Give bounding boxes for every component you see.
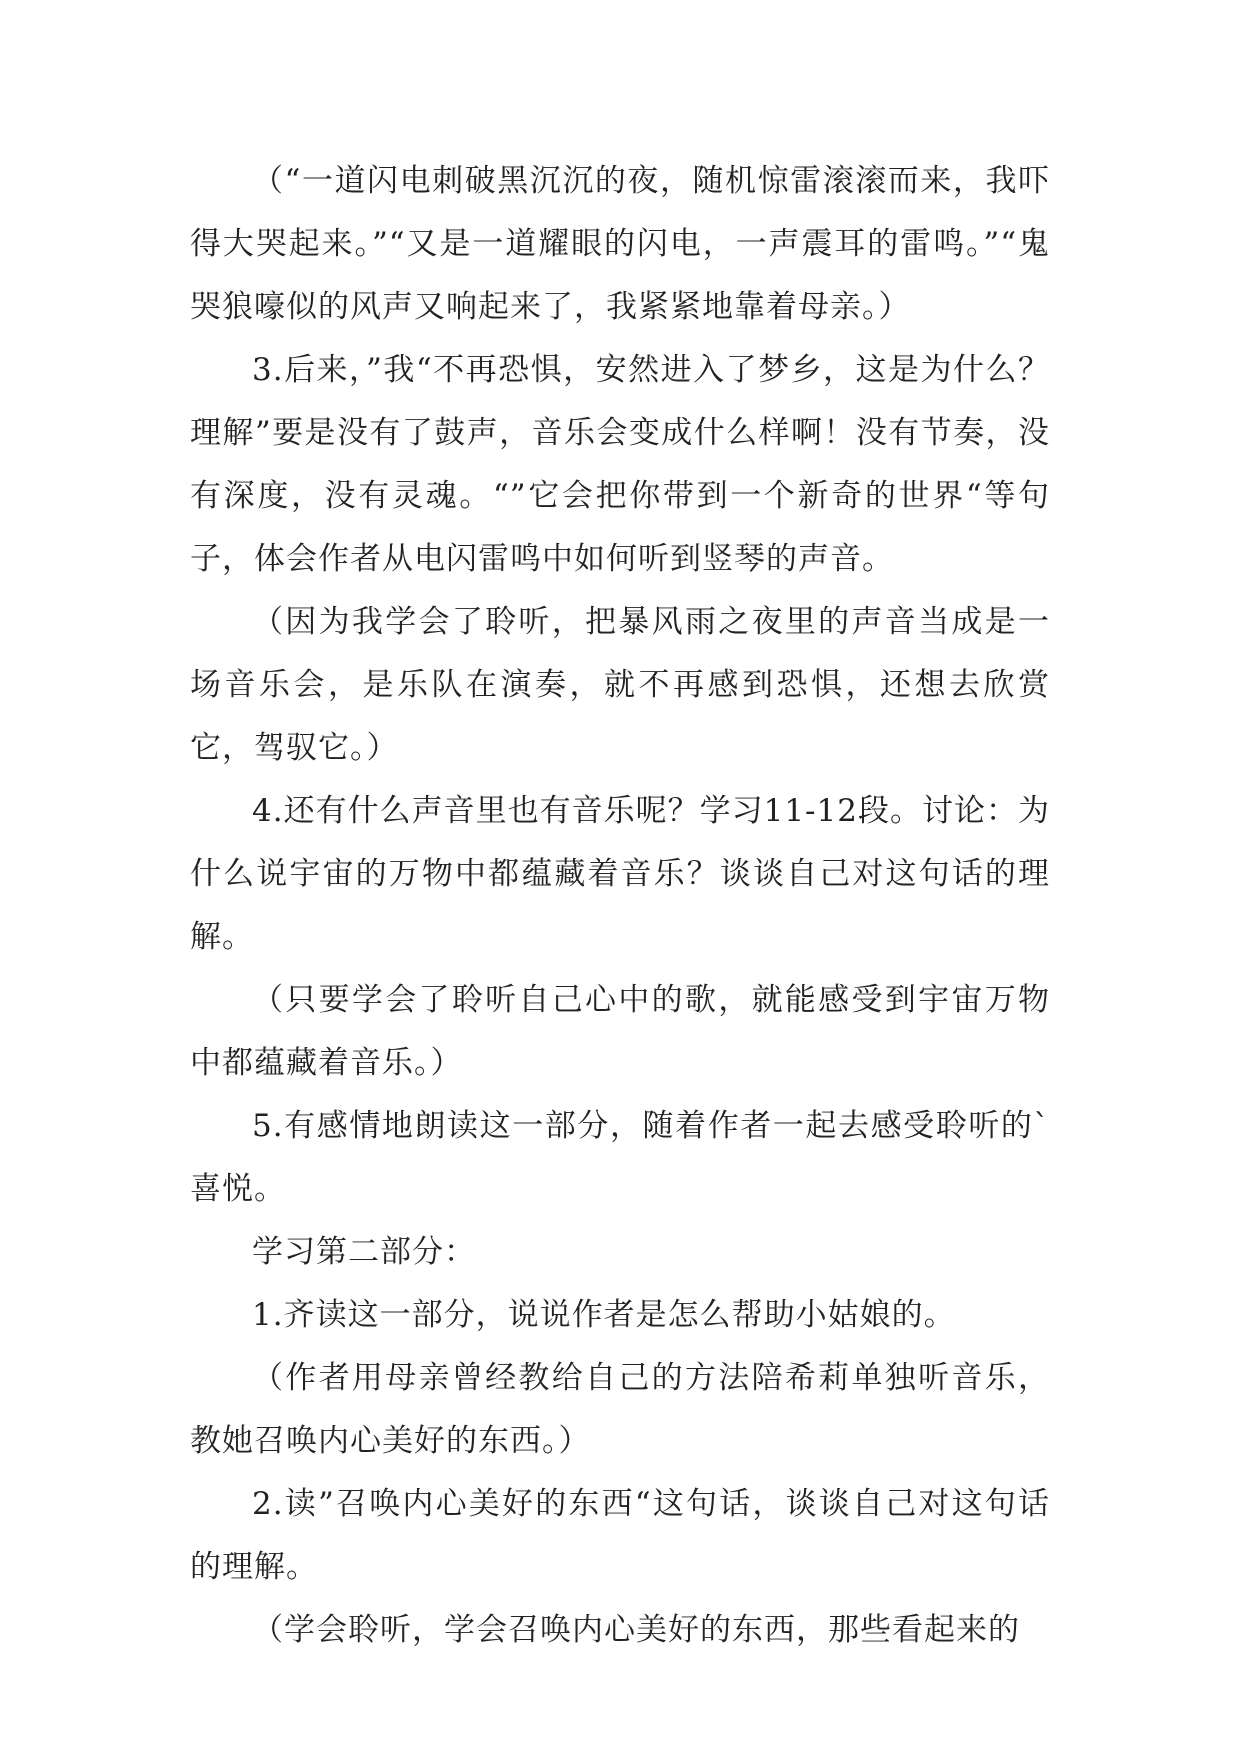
paragraph: （因为我学会了聆听，把暴风雨之夜里的声音当成是一场音乐会，是乐队在演奏，就不再感到恐惧，还想去欣赏它，驾驭它。） — [190, 604, 1050, 766]
paragraph: 4.还有什么声音里也有音乐呢？学习11-12段。讨论：为什么说宇宙的万物中都蕴藏着音乐？谈谈自己对这句话的理解。 — [190, 793, 1050, 955]
paragraph: 3.后来，”我“不再恐惧，安然进入了梦乡，这是为什么？理解”要是没有了鼓声，音乐会变成什么样啊！没有节奏，没有深度，没有灵魂。“”它会把你带到一个新奇的世界“等句子，体会作者从电闪雷鸣中如何听到竖琴的声音。 — [190, 352, 1050, 577]
paragraph: 2.读”召唤内心美好的东西“这句话，谈谈自己对这句话的理解。 — [190, 1486, 1050, 1585]
paragraph: （只要学会了聆听自己心中的歌，就能感受到宇宙万物中都蕴藏着音乐。） — [190, 982, 1050, 1081]
paragraph: （作者用母亲曾经教给自己的方法陪希莉单独听音乐，教她召唤内心美好的东西。） — [190, 1360, 1050, 1459]
paragraph: （学会聆听，学会召唤内心美好的东西，那些看起来的 — [252, 1612, 1020, 1648]
document-body — [190, 150, 1050, 1662]
section-heading: 学习第二部分： — [252, 1234, 476, 1270]
paragraph: 1.齐读这一部分，说说作者是怎么帮助小姑娘的。 — [252, 1297, 956, 1333]
paragraph: （“一道闪电刺破黑沉沉的夜，随机惊雷滚滚而来，我吓得大哭起来。”“又是一道耀眼的闪电，一声震耳的雷鸣。”“鬼哭狼嚎似的风声又响起来了，我紧紧地靠着母亲。） — [190, 163, 1050, 325]
paragraph: 5.有感情地朗读这一部分，随着作者一起去感受聆听的`喜悦。 — [190, 1108, 1050, 1207]
